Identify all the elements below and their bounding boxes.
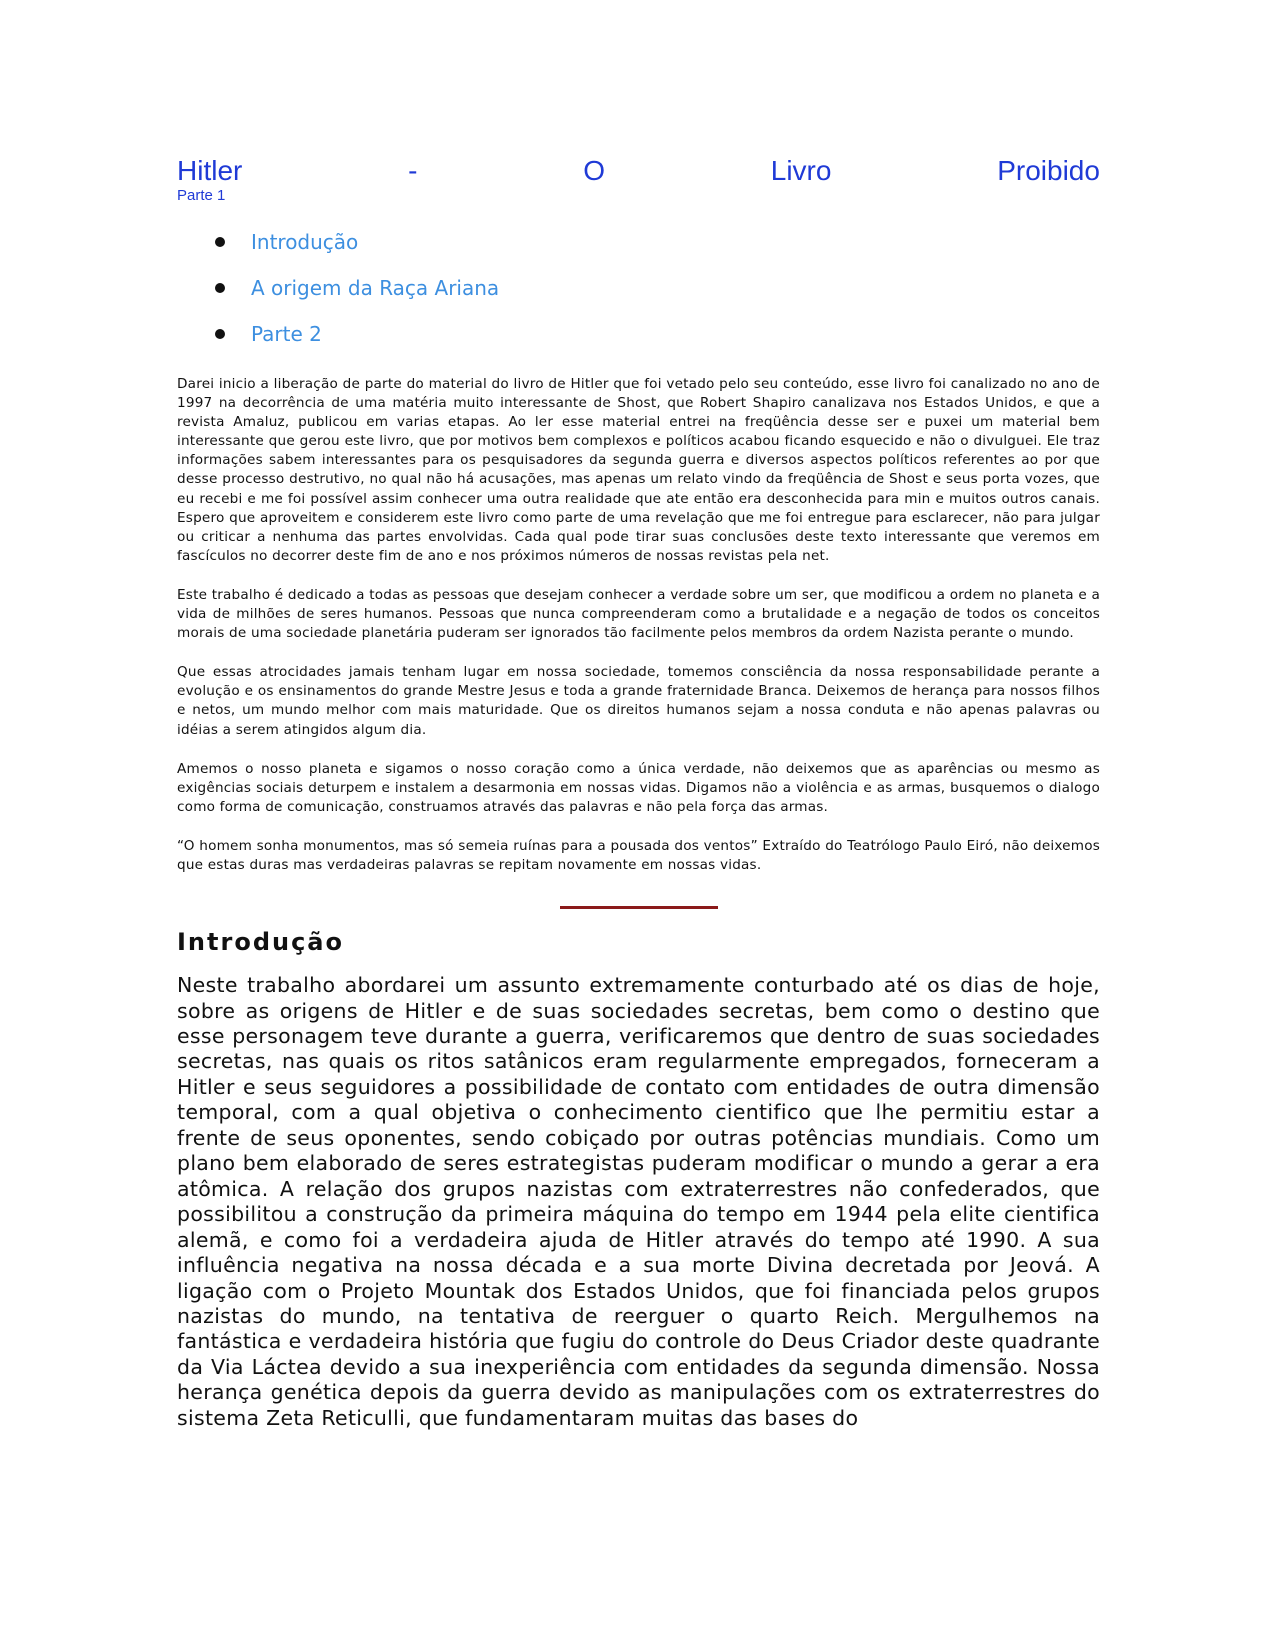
section-divider: [560, 906, 718, 909]
preface-paragraph: Este trabalho é dedicado a todas as pessoas que desejam conhecer a verdade sobre um ser, que modificou a ordem no planeta e a vida de milhões de seres humanos. Pessoas que nunca compreenderam como a brutalidade e a negação de todos os conceitos morais de uma sociedade planetária puderam ser ignorados tão facilmente pelos membros da ordem Nazista perante o mundo.: [177, 586, 1100, 642]
toc-item: [177, 265, 1100, 311]
title-word: -: [408, 155, 418, 186]
bullet-icon: [215, 329, 225, 339]
title-word: O: [583, 155, 605, 186]
title-word: Proibido: [997, 155, 1100, 186]
table-of-contents: [177, 219, 1100, 357]
bullet-icon: [215, 283, 225, 293]
preface-paragraph: Amemos o nosso planeta e sigamos o nosso coração como a única verdade, não deixemos que as aparências ou mesmo as exigências sociais deturpem e instalem a desarmonia em nossas vidas. Digamos não a violência e as armas, busquemos o dialogo como forma de comunicação, construamos através das palavras e não pela força das armas.: [177, 760, 1100, 815]
preface-paragraph: Darei inicio a liberação de parte do material do livro de Hitler que foi vetado pelo seu conteúdo, esse livro foi canalizado no ano de 1997 na decorrência de uma matéria muito interessante de Shost, que Robert Shapiro canalizava nos Estados Unidos, e que a revista Amaluz, publicou em varias etapas. Ao ler esse material entrei na freqüência desse ser e puxei um material bem interessante que gerou este livro, que por motivos bem complexos e políticos acabou ficando esquecido e não o divulguei. Ele traz informações sabem interessantes para os pesquisadores da segunda guerra e diversos aspectos políticos referentes ao por que desse processo destrutivo, no qual não há acusações, mas apenas um relato vindo da freqüência de Shost e seus porta vozes, que eu recebi e me foi possível assim conhecer uma outra realidade que ate então era desconhecida para min e muitos outros canais. Espero que aproveitem e considerem este livro como parte de uma revelação que me foi entregue para esclarecer, não para julgar ou criticar a nenhuma das partes envolvidas. Cada qual pode tirar suas conclusões deste texto interessante que veremos em fascículos no decorrer deste fim de ano e nos próximos números de nossas revistas pela net.: [177, 376, 1100, 564]
preface-paragraph: “O homem sonha monumentos, mas só semeia ruínas para a pousada dos ventos” Extraído do Teatrólogo Paulo Eiró, não deixemos que estas duras mas verdadeiras palavras se repitam novamente em nossas vidas.: [177, 837, 1100, 873]
preface-paragraph: Que essas atrocidades jamais tenham lugar em nossa sociedade, tomemos consciência da nossa responsabilidade perante a evolução e os ensinamentos do grande Mestre Jesus e toda a grande fraternidade Branca. Deixemos de herança para nossos filhos e netos, um mundo melhor com mais maturidade. Que os direitos humanos sejam a nossa conduta e não apenas palavras ou idéias a serem atingidos algum dia.: [177, 664, 1100, 738]
toc-link-introducao[interactable]: Introdução: [251, 230, 359, 254]
document-title: [177, 155, 1100, 187]
section-heading-introducao: Introdução: [177, 928, 344, 957]
toc-link-origem-raca-ariana[interactable]: A origem da Raça Ariana: [251, 276, 500, 300]
title-word: Hitler: [177, 155, 243, 186]
document-page: [177, 155, 1100, 1431]
bullet-icon: [215, 237, 225, 247]
document-subtitle: Parte 1: [177, 187, 226, 204]
title-word: Livro: [770, 155, 832, 186]
introduction-paragraph: Neste trabalho abordarei um assunto extremamente conturbado até os dias de hoje, sobre as origens de Hitler e de suas sociedades secretas, bem como o destino que esse personagem teve durante a guerra, verificaremos que dentro de suas sociedades secretas, nas quais os ritos satânicos eram regularmente empregados, forneceram a Hitler e seus seguidores a possibilidade de contato com entidades de outra dimensão temporal, com a qual objetiva o conhecimento cientifico que lhe permitiu estar a frente de seus oponentes, sendo cobiçado por outras potências mundiais. Como um plano bem elaborado de seres estrategistas puderam modificar o mundo a gerar a era atômica. A relação dos grupos nazistas com extraterrestres não confederados, que possibilitou a construção da primeira máquina do tempo em 1944 pela elite cientifica alemã, e como foi a verdadeira ajuda de Hitler através do tempo até 1990. A sua influência negativa na nossa década e a sua morte Divina decretada por Jeová. A ligação com o Projeto Mountak dos Estados Unidos, que foi financiada pelos grupos nazistas do mundo, na tentativa de reerguer o quarto Reich. Mergulhemos na fantástica e verdadeira história que fugiu do controle do Deus Criador deste quadrante da Via Láctea devido a sua inexperiência com entidades da segunda dimensão. Nossa herança genética depois da guerra devido as manipulações com os extraterrestres do sistema Zeta Reticulli, que fundamentaram muitas das bases do: [177, 973, 1100, 1430]
toc-item: [177, 311, 1100, 357]
toc-link-parte-2[interactable]: Parte 2: [251, 322, 322, 346]
toc-item: [177, 219, 1100, 265]
